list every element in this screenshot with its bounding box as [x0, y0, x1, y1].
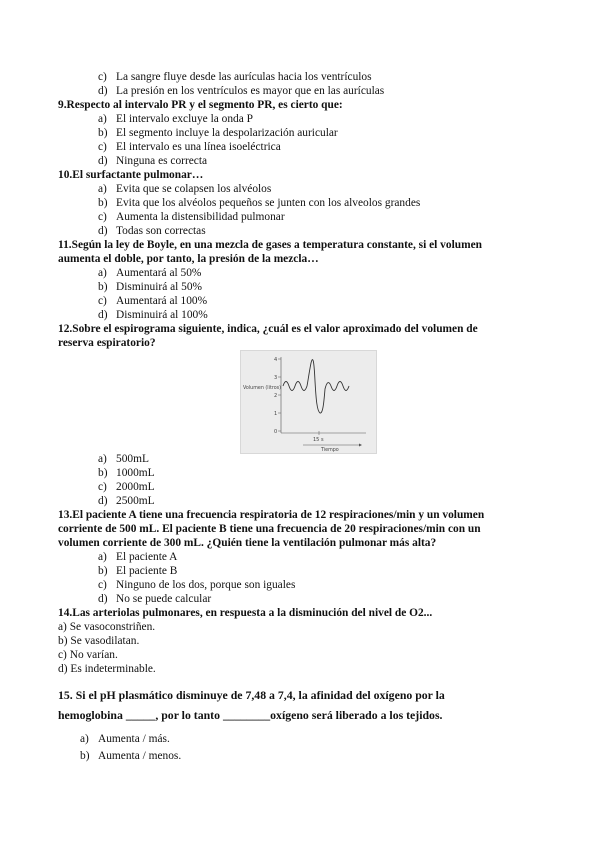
option-text: 2500mL	[116, 495, 155, 507]
option-text: Aumentará al 50%	[116, 267, 202, 279]
option-text: 500mL	[116, 453, 149, 465]
option-text: Disminuirá al 100%	[116, 309, 208, 321]
option-text: Ninguno de los dos, porque son iguales	[116, 579, 296, 591]
q9-stem: 9.Respecto al intervalo PR y el segmento PR, es cierto que:	[58, 99, 343, 111]
option-letter: a)	[98, 113, 107, 125]
q10-option-a	[98, 182, 271, 196]
spirogram-chart	[241, 351, 376, 453]
x-axis-label: Tiempo	[321, 448, 339, 453]
option-text: No se puede calcular	[116, 593, 212, 605]
q15-option-a	[80, 732, 170, 746]
option-text: Disminuirá al 50%	[116, 281, 203, 293]
option-text: Se vasodilatan.	[70, 635, 140, 647]
option-letter: d)	[98, 495, 108, 507]
q13-stem-line2: corriente de 500 mL. El paciente B tiene una frecuencia de 20 respiraciones/min con un	[58, 523, 481, 535]
q13-option-a	[98, 550, 177, 564]
option-letter: b)	[80, 750, 90, 762]
y-tick-label: 3	[274, 375, 278, 381]
q11-option-b	[98, 280, 202, 294]
option-text: Se vasoconstriñen.	[69, 621, 156, 633]
option-letter: a)	[98, 267, 107, 279]
option-text: Es indeterminable.	[70, 663, 156, 675]
option-letter: b)	[98, 565, 108, 577]
option-letter: b)	[98, 127, 108, 139]
option-text: Aumentará al 100%	[116, 295, 208, 307]
option-letter: b)	[98, 281, 108, 293]
option-letter: c)	[58, 649, 67, 661]
option-text: Aumenta / menos.	[98, 750, 182, 762]
y-ticks	[274, 357, 281, 435]
option-text: 2000mL	[116, 481, 155, 493]
q14-option-a	[58, 620, 155, 634]
q12-option-b	[98, 466, 155, 480]
q15-stem-line2: hemoglobina _____, por lo tanto ________oxígeno será liberado a los tejidos.	[58, 708, 443, 722]
option-letter: b)	[98, 197, 108, 209]
q12-option-d	[98, 494, 155, 508]
q9-option-c	[98, 140, 281, 154]
option-letter: d)	[58, 663, 68, 675]
option-text: La sangre fluye desde las aurículas hacia los ventrículos	[116, 71, 372, 83]
q10-option-d	[98, 224, 206, 238]
q13-option-d	[98, 592, 211, 606]
option-text: El intervalo es una línea isoeléctrica	[116, 141, 281, 153]
option-letter: c)	[98, 211, 107, 223]
x-tick-label: 15 s	[313, 437, 324, 443]
option-text: Todas son correctas	[116, 225, 206, 237]
q9-option-d	[98, 154, 207, 168]
option-text: Ninguna es correcta	[116, 155, 208, 167]
option-letter: d)	[98, 309, 108, 321]
q9-option-b	[98, 126, 338, 140]
q14-option-c	[58, 648, 118, 662]
option-text: Evita que los alvéolos pequeños se junten con los alveolos grandes	[116, 197, 421, 209]
q11-stem-line2: aumenta el doble, por tanto, la presión de la mezcla…	[58, 253, 319, 265]
q10-option-c	[98, 210, 285, 224]
q14-stem: 14.Las arteriolas pulmonares, en respuesta a la disminución del nivel de O2...	[58, 607, 433, 619]
option-letter: c)	[98, 295, 107, 307]
q15-stem-line1: 15. Si el pH plasmático disminuye de 7,48 a 7,4, la afinidad del oxígeno por la	[58, 688, 445, 702]
option-letter: a)	[80, 733, 89, 745]
y-tick-label: 2	[274, 393, 278, 399]
q13-option-b	[98, 564, 177, 578]
spirogram-trace	[283, 360, 349, 413]
option-letter: a)	[98, 183, 107, 195]
q11-stem-line1: 11.Según la ley de Boyle, en una mezcla de gases a temperatura constante, si el volumen	[58, 239, 482, 251]
option-text: La presión en los ventrículos es mayor que en las aurículas	[116, 85, 385, 97]
q9-option-a	[98, 112, 253, 126]
option-letter: a)	[58, 621, 67, 633]
option-text: Evita que se colapsen los alvéolos	[116, 183, 272, 195]
option-letter: b)	[58, 635, 68, 647]
option-text: 1000mL	[116, 467, 155, 479]
option-letter: d)	[98, 155, 108, 167]
time-arrowhead	[359, 444, 362, 447]
option-letter: c)	[98, 481, 107, 493]
q14-option-d	[58, 662, 156, 676]
y-tick-label: 1	[274, 411, 278, 417]
spirogram-figure	[240, 350, 377, 454]
option-text: Aumenta la distensibilidad pulmonar	[116, 211, 285, 223]
q8-option-d	[98, 84, 384, 98]
y-tick-label: 4	[274, 357, 278, 363]
q10-stem: 10.El surfactante pulmonar…	[58, 169, 204, 181]
q12-stem-line1: 12.Sobre el espirograma siguiente, indica, ¿cuál es el valor aproximado del volumen de	[58, 323, 478, 335]
q12-stem-line2: reserva espiratorio?	[58, 337, 156, 349]
q13-stem-line3: volumen corriente de 300 mL. ¿Quién tiene la ventilación pulmonar más alta?	[58, 537, 437, 549]
option-letter: a)	[98, 453, 107, 465]
q15-option-b	[80, 749, 181, 763]
option-letter: a)	[98, 551, 107, 563]
option-letter: d)	[98, 593, 108, 605]
y-axis-label: Volumen (litros)	[243, 386, 281, 391]
option-letter: b)	[98, 467, 108, 479]
option-letter: c)	[98, 71, 107, 83]
q8-option-c	[98, 70, 372, 84]
q13-stem-line1: 13.El paciente A tiene una frecuencia respiratoria de 12 respiraciones/min y un volumen	[58, 509, 485, 521]
q11-option-c	[98, 294, 207, 308]
q11-option-a	[98, 266, 201, 280]
option-text: El segmento incluye la despolarización auricular	[116, 127, 338, 139]
option-letter: d)	[98, 85, 108, 97]
q12-option-a	[98, 452, 149, 466]
option-text: No varían.	[69, 649, 118, 661]
q13-option-c	[98, 578, 295, 592]
option-letter: c)	[98, 579, 107, 591]
option-text: Aumenta / más.	[98, 733, 170, 745]
option-text: El intervalo excluye la onda P	[116, 113, 253, 125]
q10-option-b	[98, 196, 420, 210]
option-letter: c)	[98, 141, 107, 153]
option-text: El paciente A	[116, 551, 178, 563]
option-letter: d)	[98, 225, 108, 237]
option-text: El paciente B	[116, 565, 178, 577]
q14-option-b	[58, 634, 139, 648]
q11-option-d	[98, 308, 208, 322]
q12-option-c	[98, 480, 155, 494]
y-tick-label: 0	[274, 429, 278, 435]
